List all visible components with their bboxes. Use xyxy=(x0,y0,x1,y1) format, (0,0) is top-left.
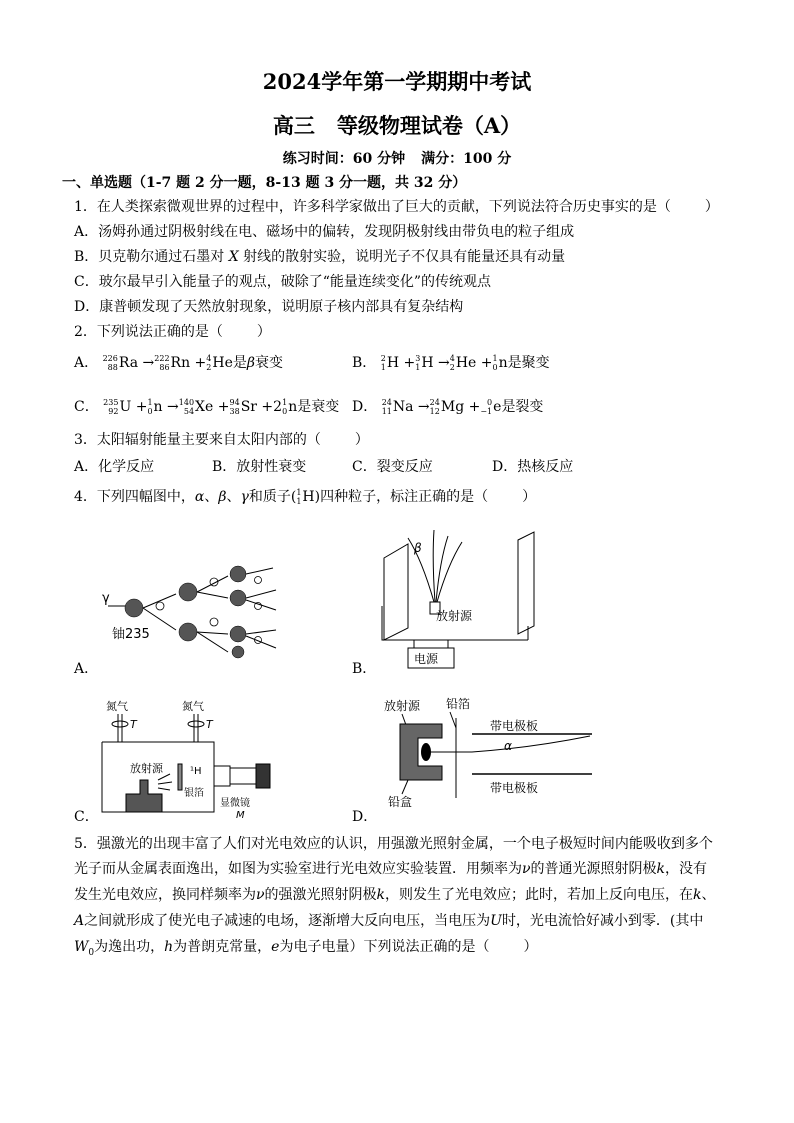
figc-gas1-label: 氮气 xyxy=(106,700,128,713)
q4-stem: 4．下列四幅图中，α、β、γ和质子( 1 1 H)四种粒子，标注正确的是（ ） xyxy=(74,488,537,506)
figc-t1-label: T xyxy=(130,718,137,731)
time-label: 练习时间：60 分钟 xyxy=(282,151,406,167)
figd-box-label: 铅盒 xyxy=(388,795,413,809)
section-heading: 一、单选题（1-7 题 2 分一题，8-13 题 3 分一题，共 32 分） xyxy=(62,175,467,191)
q2-option-c: C． 235 92 U + 1 0 n → 140 54 Xe + 94 38 Sr +2 1 0 n是衰变 xyxy=(74,398,340,416)
q3-option-c: C．裂变反应 xyxy=(352,459,433,475)
exam-meta xyxy=(0,148,794,168)
paper-title xyxy=(0,110,794,140)
figd-source-label: 放射源 xyxy=(384,699,421,713)
figure-d-alpha-field xyxy=(380,694,600,812)
q5-line-3: 发生光电效应，换同样频率为ν的强激光照射阴极k，则发生了光电效应；此时，若加上反向电压，在k、 xyxy=(74,887,716,903)
figc-t2-label: T xyxy=(206,718,213,731)
q4-label-d: D． xyxy=(352,809,378,825)
figure-c-proton-discovery xyxy=(96,698,276,822)
figc-proton-label: ¹H xyxy=(190,766,202,777)
paper-title-subject: 等级物理试卷（A） xyxy=(336,113,522,138)
q4-label-c: C． xyxy=(74,809,99,825)
figa-gamma-label: γ xyxy=(102,591,110,606)
figc-m-label: M xyxy=(236,810,245,821)
figure-a-chain-reaction xyxy=(98,560,298,660)
q2-stem: 2．下列说法正确的是（ ） xyxy=(74,324,271,340)
figc-microscope-label: 显微镜 xyxy=(220,798,250,809)
figb-power-label: 电源 xyxy=(414,652,439,666)
exam-title: 2024学年第一学期期中考试 xyxy=(262,69,532,94)
figd-plate-bottom-label: 带电极板 xyxy=(490,781,539,795)
q2-option-d: D． 24 11 Na → 24 12 Mg + 0 −1 e是裂变 xyxy=(352,398,544,416)
q1-option-c: C．玻尔最早引入能量子的观点，破除了“能量连续变化”的传统观点 xyxy=(74,274,492,290)
q4-label-b: B． xyxy=(352,661,377,677)
q3-stem: 3．太阳辐射能量主要来自太阳内部的（ ） xyxy=(74,432,369,448)
q5-line-4: A之间就形成了使光电子减速的电场，逐渐增大反向电压，当电压为U时，光电流恰好减小到零．(其中 xyxy=(74,913,704,929)
q3-option-a: A．化学反应 xyxy=(74,459,155,475)
q5-line-5: $W_0$为逸出功，h为普朗克常量，e为电子电量）下列说法正确的是（ ） xyxy=(74,939,538,958)
figd-alpha-label: α xyxy=(504,739,512,753)
figd-plate-top-label: 带电极板 xyxy=(490,719,539,733)
figb-source-label: 放射源 xyxy=(436,609,473,623)
q3-option-b: B．放射性衰变 xyxy=(212,459,307,475)
q2-option-b: B． 2 1 H + 3 1 H → 4 2 He + 1 0 n是聚变 xyxy=(352,354,550,372)
q2-option-a: A． 226 88 Ra → 222 86 Rn + 4 2 He是β衰变 xyxy=(74,354,283,372)
figc-foil-label: 银箔 xyxy=(184,788,204,799)
figa-uranium-label: 铀235 xyxy=(112,627,150,642)
figc-source-label: 放射源 xyxy=(130,762,163,775)
q5-line-2: 光子而从金属表面逸出，如图为实验室进行光电效应实验装置．用频率为ν的普通光源照射阴极k，没有 xyxy=(74,861,707,877)
score-label: 满分：100 分 xyxy=(421,151,512,167)
q1-option-a: A．汤姆孙通过阴极射线在电、磁场中的偏转，发现阴极射线由带负电的粒子组成 xyxy=(74,224,575,240)
q1-stem: 1．在人类探索微观世界的过程中，许多科学家做出了巨大的贡献，下列说法符合历史事实的是（ ） xyxy=(74,199,719,215)
figd-foil-label: 铅箔 xyxy=(446,697,471,711)
q3-option-d: D．热核反应 xyxy=(492,459,574,475)
figure-b-beta-deflection xyxy=(378,530,538,670)
q1-option-b: B．贝克勒尔通过石墨对 X 射线的散射实验，说明光子不仅具有能量还具有动量 xyxy=(74,249,566,265)
paper-title-grade: 高三 xyxy=(272,113,315,138)
q1-option-d: D．康普顿发现了天然放射现象，说明原子核内部具有复杂结构 xyxy=(74,299,464,315)
q4-label-a: A． xyxy=(74,661,99,677)
figc-gas2-label: 氮气 xyxy=(182,700,204,713)
q5-line-1: 5．强激光的出现丰富了人们对光电效应的认识，用强激光照射金属，一个电子极短时间内能吸收到多个 xyxy=(74,836,713,852)
figb-beta-label: β xyxy=(414,541,422,555)
